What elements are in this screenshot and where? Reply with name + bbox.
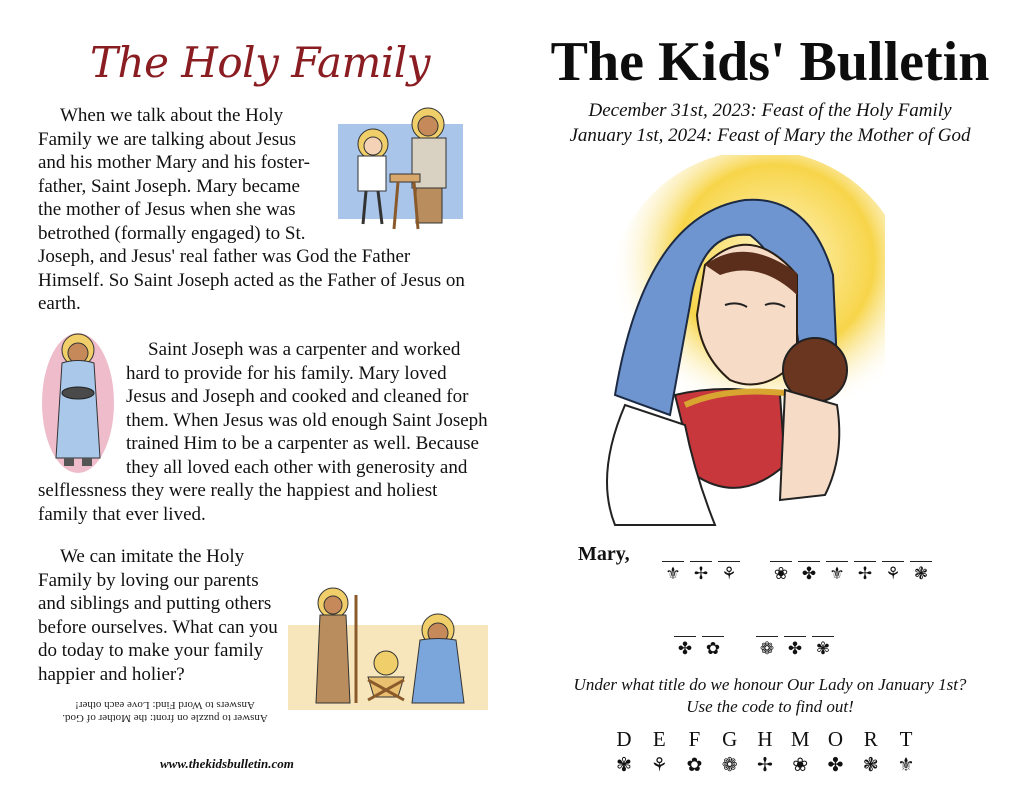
puzzle-slot[interactable]: ✤: [784, 622, 806, 659]
puzzle-slot[interactable]: ✿: [702, 622, 724, 659]
upside-down-answers: Answer to puzzle on front: the Mother of God. Answers to Word Find: Love each other!: [62, 699, 268, 724]
madonna-and-child-illustration: [575, 155, 885, 540]
puzzle-slot[interactable]: ❃: [910, 547, 932, 584]
flower-symbol-icon: ✾: [616, 754, 632, 776]
puzzle-slot[interactable]: ✤: [674, 622, 696, 659]
puzzle-slot[interactable]: ⚘: [718, 547, 740, 584]
puzzle-question: Under what title do we honour Our Lady on January 1st? Use the code to find out!: [573, 675, 967, 716]
puzzle-slot[interactable]: ❀: [770, 547, 792, 584]
puzzle-slot[interactable]: ✢: [854, 547, 876, 584]
puzzle-slot[interactable]: ⚘: [882, 547, 904, 584]
puzzle-slot[interactable]: ❁: [756, 622, 778, 659]
flower-symbol-icon: ❃: [862, 754, 879, 776]
jesus-joseph-carpentry-illustration: [328, 104, 476, 244]
puzzle-slot[interactable]: ⚜: [662, 547, 684, 584]
puzzle-slot[interactable]: ✾: [812, 622, 834, 659]
flower-symbol-icon: ✿: [686, 754, 703, 776]
puzzle-word-1: [662, 547, 740, 584]
cipher-key-letters: D E F G H M O R T: [616, 727, 913, 751]
flower-symbol-icon: ✢: [757, 754, 773, 776]
section-title: The Holy Family: [90, 38, 430, 87]
flower-symbol-icon: ❀: [792, 754, 809, 776]
flower-symbol-icon: ⚜: [897, 754, 915, 776]
paragraph-imitate: We can imitate the Holy Family by loving our parents and siblings and putting others before ourselves. What can you do today to make your family happier and holier?: [38, 545, 488, 710]
flower-symbol-icon: ✤: [827, 754, 844, 776]
holy-family-nativity-illustration: [288, 585, 488, 710]
puzzle-word-2: [770, 547, 932, 584]
paragraph-intro: When we talk about the Holy Family we are talking about Jesus and his mother Mary and his foster-father, Saint Joseph. Mary became the mother of Jesus when she was betrothed (formally engaged) to St. Joseph, and Jesus' real father was God the Father Himself. So Saint Joseph acted as the Father of Jesus on earth.: [38, 104, 478, 316]
cipher-key: [610, 727, 920, 776]
feast-dates: [520, 98, 1020, 148]
puzzle-slot[interactable]: ✤: [798, 547, 820, 584]
feast-date-1: December 31st, 2023: Feast of the Holy Family: [588, 100, 952, 121]
puzzle-slot[interactable]: ⚜: [826, 547, 848, 584]
puzzle-word-3: [674, 622, 724, 659]
cipher-key-symbols: [610, 754, 920, 776]
website-url: www.thekidsbulletin.com: [160, 756, 294, 771]
flower-symbol-icon: ❁: [721, 754, 738, 776]
mary-cooking-illustration: [38, 328, 122, 478]
bulletin-title: The Kids' Bulletin: [550, 31, 990, 93]
puzzle-prefix: Mary,: [578, 543, 630, 565]
paragraph-work: Saint Joseph was a carpenter and worked hard to provide for his family. Mary loved Jesus and Joseph and cooked and cleaned for them. When Jesus was old enough Saint Joseph trained Him to be a carpenter as well. Because they all loved each other with generosity and selflessness they were really the happiest and holiest family that ever lived.: [38, 338, 488, 526]
puzzle-slot[interactable]: ✢: [690, 547, 712, 584]
feast-date-2: January 1st, 2024: Feast of Mary the Mother of God: [569, 125, 971, 146]
flower-symbol-icon: ⚘: [650, 754, 668, 776]
puzzle-word-4: [756, 622, 834, 659]
